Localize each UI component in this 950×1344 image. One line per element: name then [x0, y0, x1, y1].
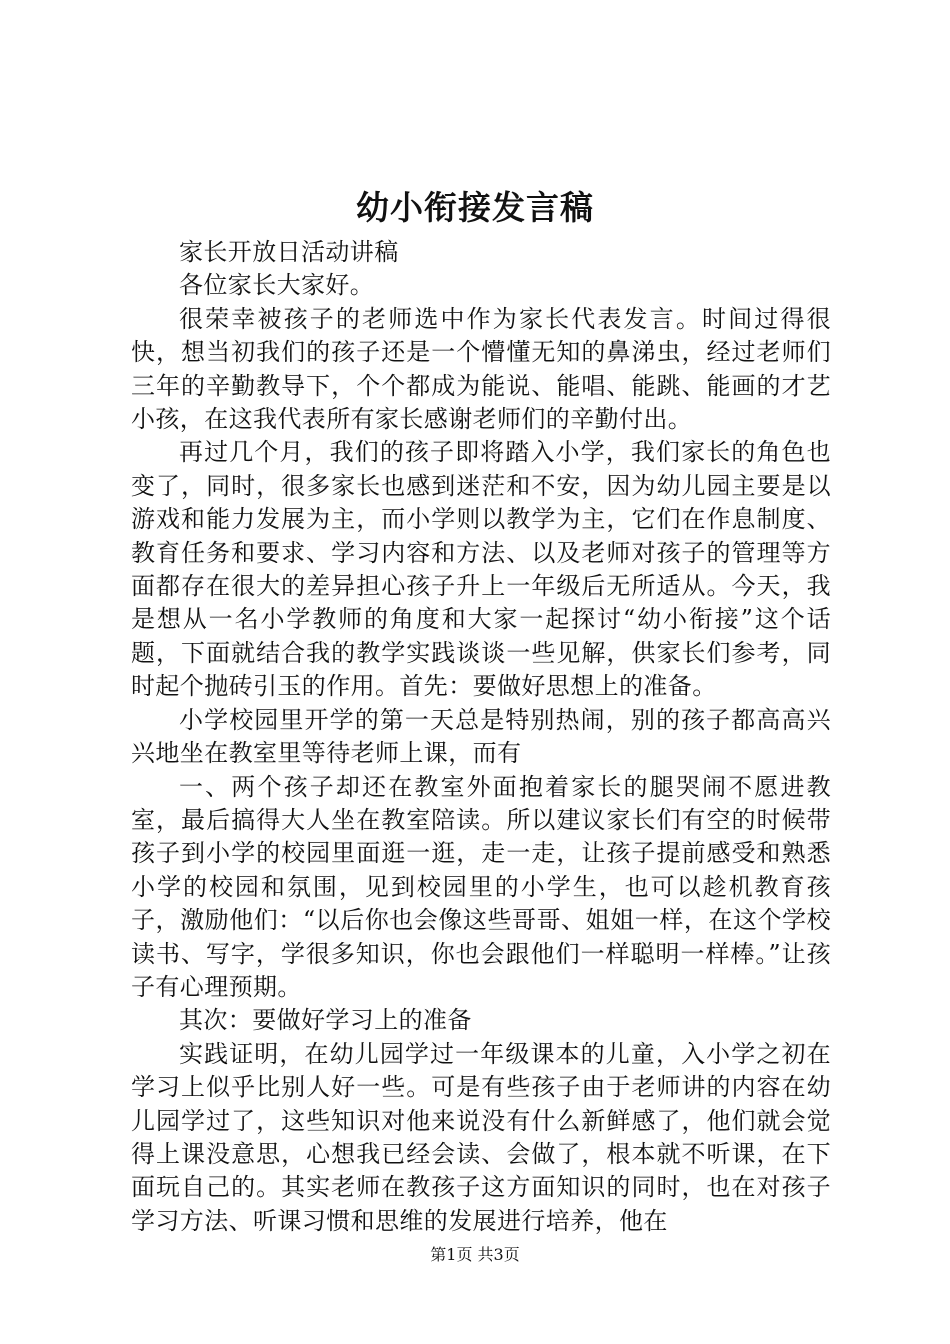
paragraph: 小学校园里开学的第一天总是特别热闹，别的孩子都高高兴兴地坐在教室里等待老师上课，而有	[131, 705, 831, 768]
paragraph: 一、两个孩子却还在教室外面抱着家长的腿哭闹不愿进教室，最后搞得大人坐在教室陪读。所以建议家长们有空的时候带孩子到小学的校园里面逛一逛，走一走，让孩子提前感受和熟悉小学的校园和氛围，见到校园里的小学生，也可以趁机教育孩子，激励他们：“以后你也会像这些哥哥、姐姐一样，在这个学校读书、写字，学很多知识，你也会跟他们一样聪明一样棒。”让孩子有心理预期。	[131, 772, 831, 1001]
paragraph: 实践证明，在幼儿园学过一年级课本的儿童，入小学之初在学习上似乎比别人好一些。可是有些孩子由于老师讲的内容在幼儿园学过了，这些知识对他来说没有什么新鲜感了，他们就会觉得上课没意思，心想我已经会读、会做了，根本就不听课，在下面玩自己的。其实老师在教孩子这方面知识的同时，也在对孩子学习方法、听课习惯和思维的发展进行培养，他在	[131, 1039, 831, 1235]
page-footer: 第1页 共3页	[430, 1245, 520, 1264]
paragraph: 再过几个月，我们的孩子即将踏入小学，我们家长的角色也变了，同时，很多家长也感到迷茫和不安，因为幼儿园主要是以游戏和能力发展为主，而小学则以教学为主，它们在作息制度、教育任务和要求、学习内容和方法、以及老师对孩子的管理等方面都存在很大的差异担心孩子升上一年级后无所适从。今天，我是想从一名小学教师的角度和大家一起探讨“幼小衔接”这个话题，下面就结合我的教学实践谈谈一些见解，供家长们参考，同时起个抛砖引玉的作用。首先：要做好思想上的准备。	[131, 438, 831, 701]
paragraph: 很荣幸被孩子的老师选中作为家长代表发言。时间过得很快，想当初我们的孩子还是一个懵懂无知的鼻涕虫，经过老师们三年的辛勤教导下，个个都成为能说、能唱、能跳、能画的才艺小孩，在这我代表所有家长感谢老师们的辛勤付出。	[131, 304, 831, 434]
paragraph: 其次：要做好学习上的准备	[179, 1006, 472, 1035]
paragraph: 家长开放日活动讲稿	[179, 238, 399, 266]
page-title: 幼小衔接发言稿	[356, 188, 594, 227]
document-body	[131, 236, 831, 1238]
paragraph: 各位家长大家好。	[179, 271, 375, 300]
